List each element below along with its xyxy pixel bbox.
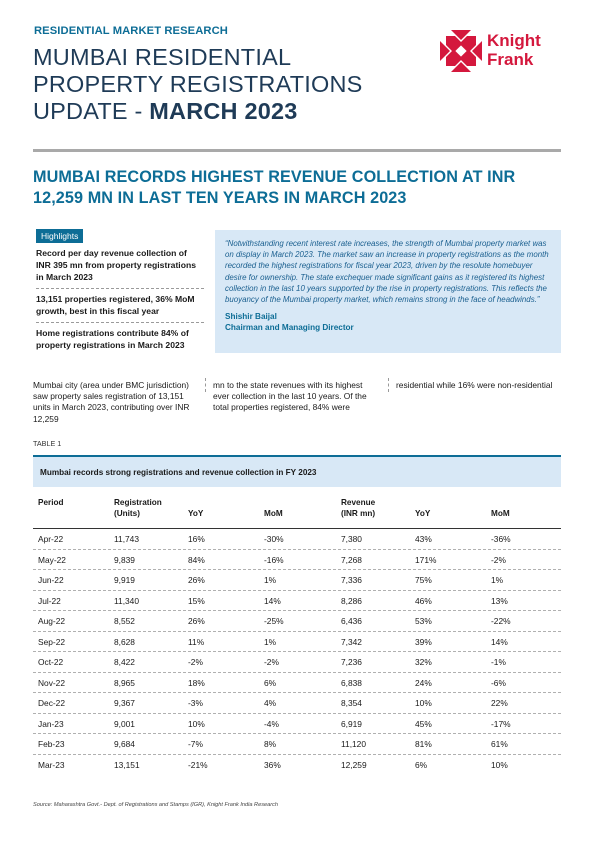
highlight-item: 13,151 properties registered, 36% MoM growth, best in this fiscal year xyxy=(36,289,204,323)
table-label: TABLE 1 xyxy=(33,439,62,448)
header-divider xyxy=(33,149,561,152)
table-cell: 10% xyxy=(491,759,508,770)
table-cell: -36% xyxy=(491,534,511,544)
table-cell: 24% xyxy=(415,677,432,688)
table-cell: Aug-22 xyxy=(38,616,66,626)
table-cell: Mar-23 xyxy=(38,759,65,770)
table-cell: 9,919 xyxy=(114,575,135,585)
registrations-table xyxy=(33,455,561,777)
logo-word-frank: Frank xyxy=(487,50,534,69)
highlight-item: Home registrations contribute 84% of property registrations in March 2023 xyxy=(36,328,189,350)
table-cell: 8,354 xyxy=(341,698,362,708)
table-cell: Feb-23 xyxy=(38,739,65,749)
table-cell: -2% xyxy=(188,657,203,667)
header-mom-registration: MoM xyxy=(264,509,283,518)
table-cell: -22% xyxy=(491,616,511,626)
table-row xyxy=(33,673,561,694)
table-cell: 9,001 xyxy=(114,718,135,729)
table-cell: Sep-22 xyxy=(38,636,66,647)
table-cell: 43% xyxy=(415,534,432,544)
table-cell: 14% xyxy=(264,595,281,606)
table-cell: -2% xyxy=(264,657,279,667)
table-cell: 45% xyxy=(415,718,432,729)
table-cell: Nov-22 xyxy=(38,677,65,688)
table-cell: 9,367 xyxy=(114,698,135,708)
table-cell: -2% xyxy=(491,554,506,565)
quote-author-name: Shishir Baijal xyxy=(225,312,277,322)
table-cell: 22% xyxy=(491,698,508,708)
table-cell: 13,151 xyxy=(114,759,140,770)
table-cell: 8,552 xyxy=(114,616,135,626)
title-line-3-bold: MARCH 2023 xyxy=(149,98,298,124)
table-cell: 6% xyxy=(264,677,277,688)
table-cell: 15% xyxy=(188,595,205,606)
table-cell: 11,743 xyxy=(114,534,139,544)
header-revenue: Revenue xyxy=(341,498,376,507)
highlight-item: Record per day revenue collection of INR 395 mn from property registrations in March 2023 xyxy=(36,243,204,289)
table-cell: 16% xyxy=(188,534,205,544)
header-period: Period xyxy=(38,498,64,507)
table-cell: 39% xyxy=(415,636,432,647)
table-cell: 61% xyxy=(491,739,508,749)
table-cell: 12,259 xyxy=(341,759,367,770)
table-cell: -25% xyxy=(264,616,284,626)
header-revenue-unit: (INR mn) xyxy=(341,509,376,518)
logo-word-knight: Knight xyxy=(487,31,541,50)
body-column-1: Mumbai city (area under BMC jurisdiction) saw property sales registration of 13,151 units in March 2023, contributing over INR 12,259 xyxy=(33,380,190,424)
table-cell: Jun-22 xyxy=(38,575,64,585)
table-cell: 8,965 xyxy=(114,677,135,688)
quote-text: “Notwithstanding recent interest rate increases, the strength of Mumbai property market was on display in March 2023. The market saw an increase in property registrations as the month recorded the highest registrations for fiscal year 2023, driven by the resolute homebuyer desire for ownership. The state exchequer made significant gains as it registered its highest collection in the last 10 years supported by the rise in property registrations. This reflects the buoyancy of the Mumbai property market, which remains strong in the face of headwinds.” xyxy=(225,239,549,305)
table-row xyxy=(33,529,561,550)
table-cell: 10% xyxy=(415,698,432,708)
table-header-row xyxy=(33,487,561,529)
knight-frank-logo-icon xyxy=(440,30,482,72)
table-cell: Jul-22 xyxy=(38,595,61,606)
table-caption: Mumbai records strong registrations and revenue collection in FY 2023 xyxy=(33,455,561,487)
table-cell: 171% xyxy=(415,554,437,565)
table-cell: 36% xyxy=(264,759,281,770)
table-cell: 8% xyxy=(264,739,277,749)
table-cell: 11,340 xyxy=(114,595,139,606)
quote-box xyxy=(215,230,561,353)
table-cell: -3% xyxy=(188,698,203,708)
table-cell: -21% xyxy=(188,759,208,770)
knight-frank-logo xyxy=(440,30,565,78)
table-cell: 11,120 xyxy=(341,739,366,749)
headline: MUMBAI RECORDS HIGHEST REVENUE COLLECTION AT INR 12,259 MN IN LAST TEN YEARS IN MARCH 2023 xyxy=(33,168,516,207)
report-title xyxy=(33,44,433,125)
table-row xyxy=(33,652,561,673)
table-cell: 75% xyxy=(415,575,432,585)
table-cell: 53% xyxy=(415,616,432,626)
table-cell: 7,268 xyxy=(341,554,362,565)
table-cell: -1% xyxy=(491,657,506,667)
table-cell: 7,342 xyxy=(341,636,362,647)
highlights-list xyxy=(36,243,204,356)
body-column-3: residential while 16% were non-residential xyxy=(396,380,553,390)
header-yoy-revenue: YoY xyxy=(415,509,431,518)
table-cell: 46% xyxy=(415,595,432,606)
table-cell: 4% xyxy=(264,698,277,708)
table-cell: 9,839 xyxy=(114,554,135,565)
table-cell: Oct-22 xyxy=(38,657,64,667)
table-row xyxy=(33,755,561,776)
table-cell: 14% xyxy=(491,636,508,647)
table-cell: 8,286 xyxy=(341,595,362,606)
report-kicker: RESIDENTIAL MARKET RESEARCH xyxy=(34,25,228,37)
table-cell: Jan-23 xyxy=(38,718,64,729)
table-cell: -17% xyxy=(491,718,511,729)
table-cell: 32% xyxy=(415,657,432,667)
table-cell: -30% xyxy=(264,534,284,544)
table-cell: 13% xyxy=(491,595,508,606)
title-line-2: PROPERTY REGISTRATIONS xyxy=(33,71,363,97)
header-mom-revenue: MoM xyxy=(491,509,510,518)
table-cell: May-22 xyxy=(38,554,66,565)
table-row xyxy=(33,693,561,714)
quote-author-role: Chairman and Managing Director xyxy=(225,323,354,333)
table-cell: 6,436 xyxy=(341,616,362,626)
source-note: Source: Maharashtra Govt.- Dept. of Registrations and Stamps (IGR), Knight Frank India Research xyxy=(33,802,278,808)
table-cell: 26% xyxy=(188,575,205,585)
table-cell: 26% xyxy=(188,616,205,626)
table-row xyxy=(33,550,561,571)
table-row xyxy=(33,570,561,591)
table-row xyxy=(33,714,561,735)
table-row xyxy=(33,591,561,612)
table-cell: Dec-22 xyxy=(38,698,65,708)
header-registration-unit: (Units) xyxy=(114,509,140,518)
table-row xyxy=(33,611,561,632)
table-cell: 8,422 xyxy=(114,657,135,667)
body-column-2: mn to the state revenues with its highest ever collection in the last 10 years. Of the total properties registered, 84% were xyxy=(213,380,367,413)
table-cell: Apr-22 xyxy=(38,534,64,544)
table-cell: 10% xyxy=(188,718,205,729)
table-cell: 11% xyxy=(188,636,205,647)
table-body xyxy=(33,529,561,775)
table-row xyxy=(33,632,561,653)
table-cell: -4% xyxy=(264,718,279,729)
table-cell: 6,838 xyxy=(341,677,362,688)
header-yoy-registration: YoY xyxy=(188,509,204,518)
table-cell: 18% xyxy=(188,677,205,688)
title-line-1: MUMBAI RESIDENTIAL xyxy=(33,44,292,70)
table-cell: 9,684 xyxy=(114,739,135,749)
table-cell: 84% xyxy=(188,554,205,565)
table-cell: 6% xyxy=(415,759,428,770)
table-cell: 6,919 xyxy=(341,718,362,729)
logo-wordmark xyxy=(487,31,541,69)
table-cell: 1% xyxy=(491,575,504,585)
column-divider xyxy=(388,378,389,392)
table-cell: 7,380 xyxy=(341,534,362,544)
table-cell: 1% xyxy=(264,636,277,647)
table-cell: 7,236 xyxy=(341,657,362,667)
table-cell: 8,628 xyxy=(114,636,135,647)
header-registration: Registration xyxy=(114,498,162,507)
table-cell: -7% xyxy=(188,739,203,749)
title-line-3: UPDATE - xyxy=(33,98,150,124)
column-divider xyxy=(205,378,206,392)
table-cell: -6% xyxy=(491,677,506,688)
table-cell: 1% xyxy=(264,575,277,585)
highlights-tag: Highlights xyxy=(36,229,83,243)
table-cell: 81% xyxy=(415,739,432,749)
table-row xyxy=(33,734,561,755)
table-cell: -16% xyxy=(264,554,284,565)
table-cell: 7,336 xyxy=(341,575,362,585)
